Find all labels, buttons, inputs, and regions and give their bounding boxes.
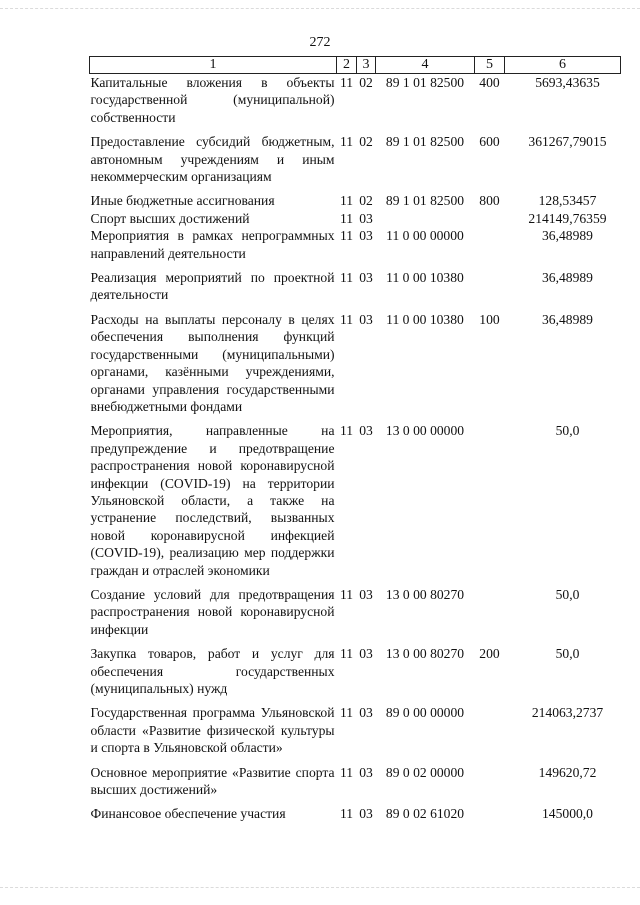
table-row [90,227,621,269]
row-amount: 36,48989 [542,270,593,286]
row-expense-type: 200 [479,646,500,662]
row-section: 11 [339,193,354,209]
row-amount: 5693,43635 [535,75,600,90]
row-target-article: 11 0 00 10380 [386,311,464,327]
row-section: 11 [339,646,354,662]
row-name: Мероприятия, направленные на предупреждение и предотвращение распространения новой коронавирусной инфекции (COVID-19) на территории Ульяновской области, а также на устранение последствий, вызванных новой коронавирусной инфекцией (COVID-19), реализацию мер поддержки граждан и отраслей экономики [90,423,335,578]
header-col-1: 1 [90,57,337,74]
row-section: 11 [339,134,354,150]
row-section: 11 [339,764,354,780]
table-row [90,805,621,822]
row-expense-type [475,805,505,822]
row-section: 11 [339,311,354,327]
row-name: Мероприятия в рамках непрограммных направлений деятельности [90,228,335,261]
row-subsection: 03 [359,311,373,327]
row-subsection: 03 [359,646,373,662]
row-target-article: 89 1 01 82500 [385,193,465,209]
header-row [90,57,621,74]
row-target-article: 11 0 00 00000 [386,228,464,244]
row-target-article: 89 1 01 82500 [385,75,465,90]
row-name: Закупка товаров, работ и услуг для обеспечения государственных (муниципальных) нужд [90,646,335,696]
row-section: 11 [339,210,354,226]
scan-edge-bottom [0,887,640,896]
table-row [90,269,621,311]
table-row [90,645,621,704]
row-target-article [376,210,475,227]
row-name: Создание условий для предотвращения распространения новой коронавирусной инфекции [90,586,335,637]
table-row [90,210,621,227]
row-expense-type [475,422,505,586]
row-target-article: 11 0 00 10380 [386,270,464,286]
table-header [90,57,621,74]
row-target-article: 89 1 01 82500 [385,134,465,150]
row-expense-type: 400 [479,75,500,90]
row-amount: 214063,2737 [531,705,604,721]
scan-edge-top [0,8,640,17]
row-subsection: 03 [359,586,373,602]
table-row [90,704,621,763]
row-expense-type [475,586,505,645]
row-amount: 214149,76359 [528,210,607,226]
row-expense-type [475,704,505,763]
row-target-article: 89 0 02 61020 [385,806,465,822]
row-name: Финансовое обеспечение участия [90,806,286,822]
row-amount: 50,0 [555,646,580,662]
row-target-article: 89 0 00 00000 [385,705,465,721]
row-section: 11 [339,423,354,439]
row-amount: 128,53457 [538,193,597,209]
table-row [90,311,621,422]
table-row [90,133,621,192]
row-target-article: 13 0 00 80270 [385,646,465,662]
row-amount: 50,0 [555,423,580,439]
row-target-article: 89 0 02 00000 [385,764,465,780]
page-number: 272 [309,35,331,50]
row-amount: 149620,72 [538,764,597,780]
row-subsection: 02 [359,193,373,209]
row-subsection: 02 [359,75,373,90]
header-col-2: 2 [337,57,357,74]
header-col-3: 3 [357,57,376,74]
row-amount: 36,48989 [542,311,593,327]
row-expense-type: 100 [479,311,500,327]
header-col-4: 4 [376,57,475,74]
row-section: 11 [339,75,354,90]
row-expense-type [475,210,505,227]
row-subsection: 03 [359,210,373,226]
table-row [90,74,621,134]
header-col-5: 5 [475,57,505,74]
budget-table [89,56,621,823]
row-name: Основное мероприятие «Развитие спорта высших достижений» [90,764,335,798]
row-name: Реализация мероприятий по проектной деятельности [90,270,335,303]
row-amount: 36,48989 [542,228,593,244]
row-expense-type [475,269,505,311]
row-expense-type: 800 [479,193,500,209]
row-name: Расходы на выплаты персоналу в целях обеспечения выполнения функций государственными (муниципальными) органами, казёнными учреждениями, органами управления государственными внебюджетными фондами [90,311,335,414]
row-section: 11 [339,705,354,721]
row-subsection: 03 [359,705,373,721]
row-target-article: 13 0 00 80270 [385,586,465,602]
row-name: Спорт высших достижений [90,210,250,226]
row-subsection: 03 [359,228,373,244]
row-section: 11 [339,270,354,286]
table-row [90,764,621,806]
row-name: Государственная программа Ульяновской области «Развитие физической культуры и спорта в Ульяновской области» [90,705,335,756]
header-col-6: 6 [505,57,621,74]
table-row [90,192,621,209]
row-expense-type: 600 [479,134,500,150]
row-name: Предоставление субсидий бюджетным, автономным учреждениям и иным некоммерческим организациям [90,134,335,185]
row-section: 11 [339,228,354,244]
row-section: 11 [339,806,354,822]
row-subsection: 03 [359,423,373,439]
row-name: Иные бюджетные ассигнования [90,193,275,209]
table-body [90,74,621,823]
row-amount: 361267,79015 [528,134,607,150]
table-row [90,586,621,645]
row-subsection: 03 [359,764,373,780]
row-subsection: 02 [359,134,373,150]
row-subsection: 03 [359,270,373,286]
row-expense-type [475,764,505,806]
row-section: 11 [339,586,354,602]
row-expense-type [475,227,505,269]
row-amount: 145000,0 [542,806,593,822]
row-amount: 50,0 [555,586,580,602]
table-row [90,422,621,586]
row-name: Капитальные вложения в объекты государственной (муниципальной) собственности [90,75,335,125]
row-target-article: 13 0 00 00000 [385,423,465,439]
row-subsection: 03 [359,806,373,822]
